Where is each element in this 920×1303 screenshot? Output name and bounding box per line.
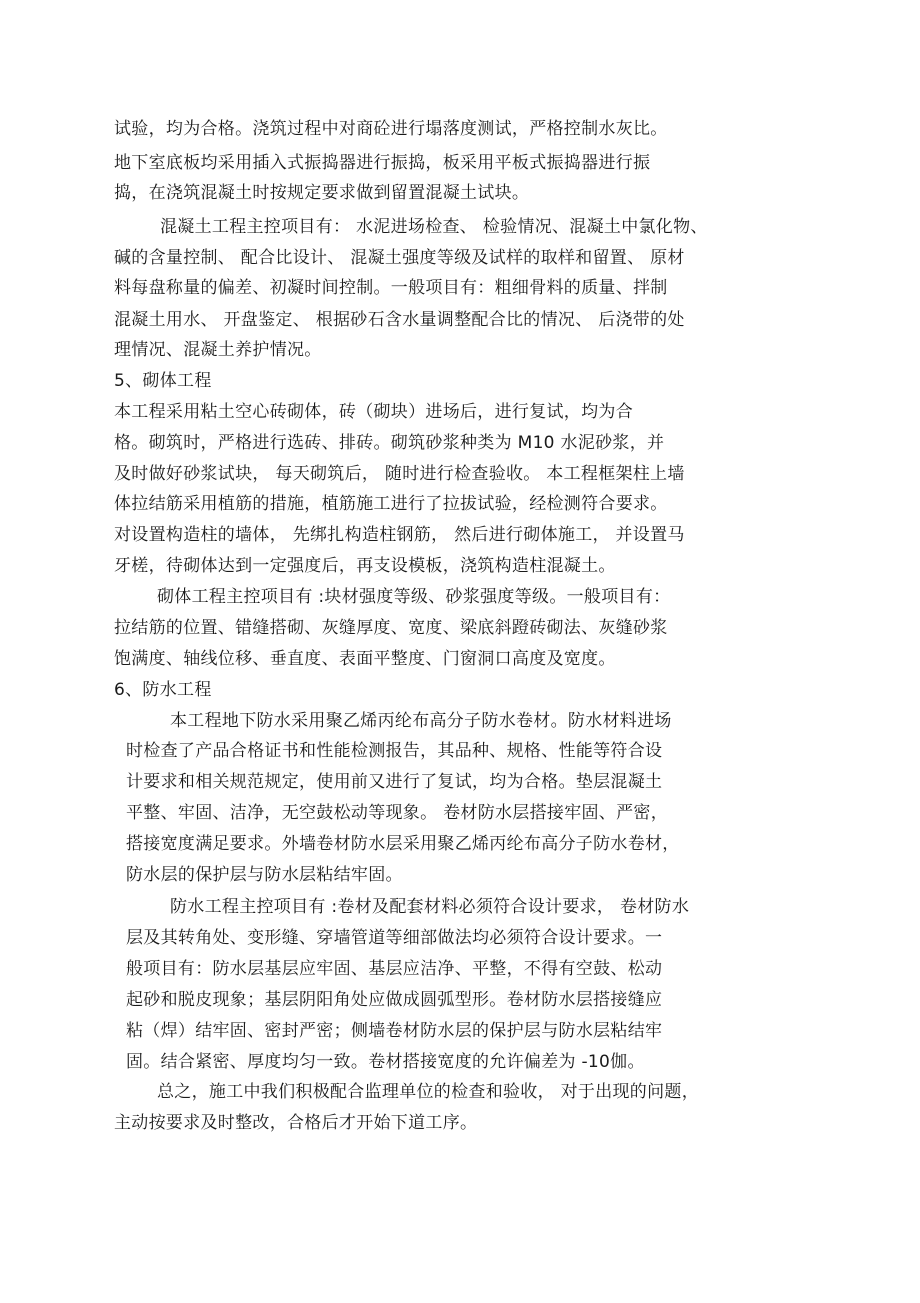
text-line: 平整、牢固、洁净，无空鼓松动等现象。 卷材防水层搭接牢固、严密， [126, 803, 669, 823]
text-line: 混凝土工程主控项目有： 水泥进场检查、 检验情况、混凝土中氯化物、 [160, 217, 708, 237]
text-line: 对设置构造柱的墙体， 先绑扎构造柱钢筋， 然后进行砌体施工， 并设置马 [114, 525, 685, 545]
text-line: 捣，在浇筑混凝土时按规定要求做到留置混凝土试块。 [114, 183, 530, 203]
text-line: 时检查了产品合格证书和性能检测报告，其品种、规格、性能等符合设 [126, 741, 663, 761]
section-heading: 6、防水工程 [114, 680, 212, 700]
text-line: 碱的含量控制、 配合比设计、 混凝土强度等级及试样的取样和留置、 原材 [114, 248, 685, 268]
text-line: 主动按要求及时整改，合格后才开始下道工序。 [114, 1113, 478, 1133]
text-line: 牙槎，待砌体达到一定强度后，再支设模板，浇筑构造柱混凝土。 [114, 556, 616, 576]
text-line: 层及其转角处、变形缝、穿墙管道等细部做法均必须符合设计要求。一 [126, 928, 663, 948]
text-line: 拉结筋的位置、错缝搭砌、灰缝厚度、宽度、梁底斜蹬砖砌法、灰缝砂浆 [114, 618, 668, 638]
text-line: 地下室底板均采用插入式振捣器进行振捣，板采用平板式振捣器进行振 [114, 153, 651, 173]
text-line: 料每盘称量的偏差、初凝时间控制。一般项目有：粗细骨料的质量、拌制 [114, 278, 668, 298]
text-line: 总之，施工中我们积极配合监理单位的检查和验收， 对于出现的问题， [157, 1082, 700, 1102]
text-line: 混凝土用水、 开盘鉴定、 根据砂石含水量调整配合比的情况、 后浇带的处 [114, 310, 685, 330]
text-line: 般项目有：防水层基层应牢固、基层应洁净、平整，不得有空鼓、松动 [126, 959, 663, 979]
text-line: 防水工程主控项目有 :卷材及配套材料必须符合设计要求， 卷材防水 [170, 897, 690, 917]
text-line: 及时做好砂浆试块， 每天砌筑后， 随时进行检查验收。 本工程框架柱上墙 [114, 464, 685, 484]
text-line: 体拉结筋采用植筋的措施，植筋施工进行了拉拔试验，经检测符合要求。 [114, 494, 668, 514]
text-line: 试验，均为合格。浇筑过程中对商砼进行塌落度测试，严格控制水灰比。 [114, 119, 668, 139]
text-line: 固。结合紧密、厚度均匀一致。卷材搭接宽度的允许偏差为 -10伽。 [126, 1052, 645, 1072]
text-line: 搭接宽度满足要求。外墙卷材防水层采用聚乙烯丙纶布高分子防水卷材， [126, 834, 680, 854]
section-heading: 5、砌体工程 [114, 371, 212, 391]
text-line: 粘（焊）结牢固、密封严密；侧墙卷材防水层的保护层与防水层粘结牢 [126, 1021, 663, 1041]
text-line: 起砂和脱皮现象；基层阴阳角处应做成圆弧型形。卷材防水层搭接缝应 [126, 990, 663, 1010]
text-line: 砌体工程主控项目有 :块材强度等级、砂浆强度等级。一般项目有： [157, 587, 671, 607]
text-line: 防水层的保护层与防水层粘结牢固。 [126, 865, 403, 885]
text-line: 本工程采用粘土空心砖砌体，砖（砌块）进场后，进行复试，均为合 [114, 402, 633, 422]
text-line: 计要求和相关规范规定，使用前又进行了复试，均为合格。垫层混凝土 [126, 772, 663, 792]
text-line: 理情况、混凝土养护情况。 [114, 340, 322, 360]
text-line: 格。砌筑时，严格进行选砖、排砖。砌筑砂浆种类为 M10 水泥砂浆，并 [114, 433, 665, 453]
text-line: 饱满度、轴线位移、垂直度、表面平整度、门窗洞口高度及宽度。 [114, 649, 616, 669]
text-line: 本工程地下防水采用聚乙烯丙纶布高分子防水卷材。防水材料进场 [170, 711, 672, 731]
